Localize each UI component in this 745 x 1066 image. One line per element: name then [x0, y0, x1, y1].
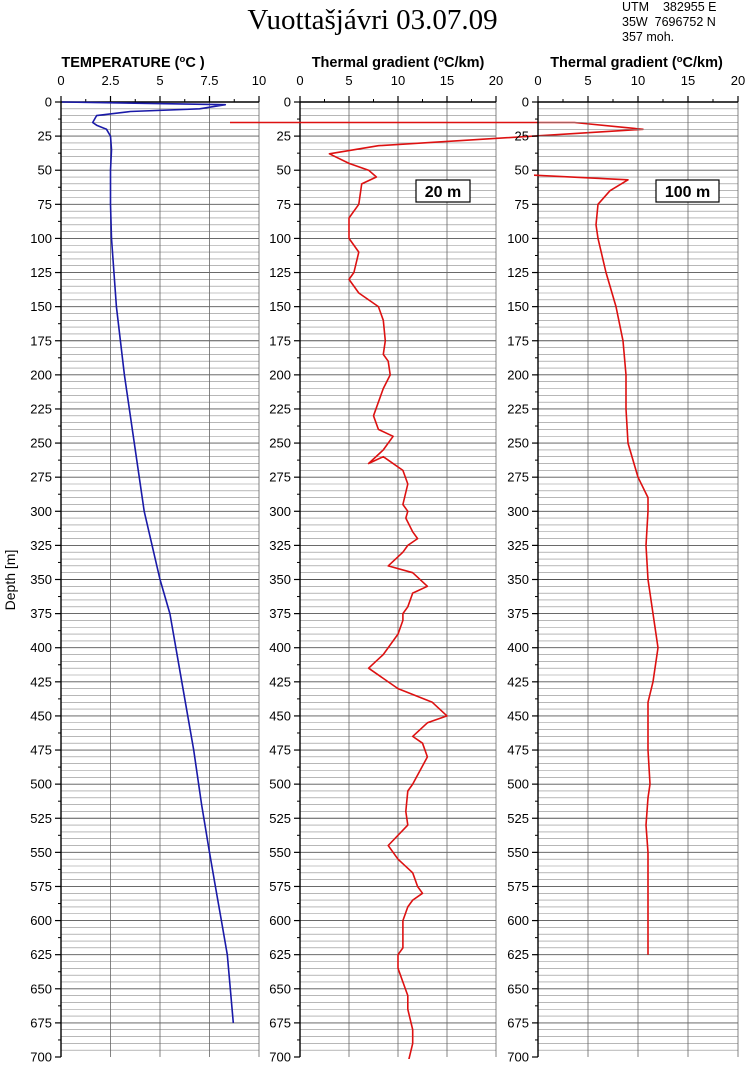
y-tick-label: 425 — [30, 674, 52, 690]
panel-1 — [30, 73, 266, 1065]
y-tick-label: 225 — [269, 401, 291, 417]
y-tick-label: 200 — [507, 367, 529, 383]
y-tick-label: 575 — [30, 878, 52, 894]
y-tick-label: 75 — [514, 196, 529, 212]
y-tick-label: 550 — [269, 844, 291, 860]
y-tick-label: 500 — [269, 776, 291, 792]
y-tick-label: 125 — [30, 265, 52, 281]
y-tick-label: 375 — [269, 606, 291, 622]
y-tick-label: 75 — [276, 196, 291, 212]
y-tick-label: 450 — [30, 708, 52, 724]
x-tick-label: 5 — [584, 73, 592, 88]
y-tick-label: 350 — [507, 572, 529, 587]
y-tick-label: 350 — [269, 572, 291, 587]
y-tick-label: 675 — [30, 1015, 52, 1031]
y-tick-label: 75 — [37, 196, 52, 212]
x-tick-label: 0 — [57, 73, 65, 88]
y-tick-label: 600 — [269, 913, 291, 929]
y-tick-label: 425 — [507, 674, 529, 690]
x-tick-label: 15 — [680, 73, 696, 88]
y-tick-label: 475 — [507, 742, 529, 758]
y-tick-label: 400 — [269, 640, 291, 656]
y-tick-label: 500 — [30, 776, 52, 792]
y-tick-label: 150 — [507, 299, 529, 315]
y-tick-label: 625 — [269, 947, 291, 963]
series-line-1 — [62, 102, 233, 1023]
utm-northing: 35W 7696752 N — [622, 15, 716, 29]
y-tick-label: 375 — [507, 606, 529, 622]
y-tick-label: 625 — [507, 947, 529, 963]
y-tick-label: 150 — [269, 299, 291, 315]
y-tick-label: 100 — [507, 230, 529, 246]
y-tick-label: 50 — [37, 162, 52, 178]
x-tick-label: 10 — [390, 73, 406, 88]
y-tick-label: 100 — [269, 230, 291, 246]
y-tick-label: 500 — [507, 776, 529, 792]
y-tick-label: 0 — [283, 94, 291, 110]
y-tick-label: 275 — [269, 469, 291, 485]
y-tick-label: 25 — [514, 128, 529, 144]
y-tick-label: 600 — [30, 913, 52, 929]
y-tick-label: 575 — [269, 878, 291, 894]
y-tick-label: 350 — [30, 572, 52, 587]
y-tick-label: 525 — [30, 810, 52, 826]
x-tick-label: 0 — [534, 73, 542, 88]
y-tick-label: 700 — [30, 1049, 52, 1065]
y-tick-label: 550 — [507, 844, 529, 860]
annotation-label: 20 m — [424, 184, 462, 201]
series-line-3 — [488, 173, 658, 955]
y-tick-label: 325 — [30, 537, 52, 553]
annotation-label: 100 m — [664, 184, 711, 201]
y-tick-label: 225 — [507, 401, 529, 417]
y-tick-label: 200 — [30, 367, 52, 383]
y-tick-label: 175 — [30, 333, 52, 349]
y-tick-label: 325 — [269, 537, 291, 553]
y-tick-label: 50 — [276, 162, 291, 178]
x-tick-label: 5 — [345, 73, 353, 88]
y-tick-label: 100 — [30, 230, 52, 246]
y-tick-label: 25 — [276, 128, 291, 144]
y-tick-label: 525 — [507, 810, 529, 826]
y-tick-label: 700 — [507, 1049, 529, 1065]
y-tick-label: 275 — [507, 469, 529, 485]
x-tick-label: 15 — [439, 73, 455, 88]
y-tick-label: 300 — [30, 503, 52, 519]
y-tick-label: 675 — [269, 1015, 291, 1031]
y-tick-label: 150 — [30, 299, 52, 315]
y-tick-label: 275 — [30, 469, 52, 485]
y-tick-label: 0 — [521, 94, 529, 110]
y-tick-label: 175 — [507, 333, 529, 349]
panel-title-2: Thermal gradient ($^o$C/km) — [311, 53, 485, 71]
panel-2 — [202, 73, 646, 1066]
y-tick-label: 125 — [507, 265, 529, 281]
y-tick-label: 550 — [30, 844, 52, 860]
utm-easting: UTM 382955 E — [622, 0, 717, 14]
y-tick-label: 450 — [507, 708, 529, 724]
x-tick-label: 10 — [251, 73, 267, 88]
y-tick-label: 575 — [507, 878, 529, 894]
y-tick-label: 0 — [44, 94, 52, 110]
y-tick-label: 250 — [269, 435, 291, 451]
y-tick-label: 450 — [269, 708, 291, 724]
y-tick-label: 250 — [30, 435, 52, 451]
y-tick-label: 650 — [30, 981, 52, 997]
y-tick-label: 250 — [507, 435, 529, 451]
panel-title-3: Thermal gradient ($^o$C/km) — [550, 53, 723, 71]
y-tick-label: 600 — [507, 913, 529, 929]
y-tick-label: 425 — [269, 674, 291, 690]
y-tick-label: 200 — [269, 367, 291, 383]
y-tick-label: 700 — [269, 1049, 291, 1065]
panel-title-1: TEMPERATURE ($^o$C ) — [61, 53, 205, 71]
y-tick-label: 125 — [269, 265, 291, 281]
y-tick-label: 675 — [507, 1015, 529, 1031]
x-tick-label: 2.5 — [101, 73, 120, 88]
y-tick-label: 50 — [514, 162, 529, 178]
y-tick-label: 400 — [507, 640, 529, 656]
x-tick-label: 7.5 — [200, 73, 219, 88]
panel-3 — [488, 73, 745, 1065]
y-tick-label: 475 — [269, 742, 291, 758]
elevation: 357 moh. — [622, 30, 675, 44]
y-tick-label: 175 — [269, 333, 291, 349]
y-tick-label: 375 — [30, 606, 52, 622]
x-tick-label: 5 — [156, 73, 164, 88]
y-tick-label: 300 — [269, 503, 291, 519]
y-tick-label: 25 — [37, 128, 52, 144]
x-tick-label: 20 — [488, 73, 504, 88]
y-tick-label: 525 — [269, 810, 291, 826]
x-tick-label: 10 — [630, 73, 646, 88]
series-line-2 — [202, 123, 643, 1066]
y-tick-label: 625 — [30, 947, 52, 963]
y-tick-label: 300 — [507, 503, 529, 519]
y-tick-label: 650 — [507, 981, 529, 997]
y-axis-label: Depth [m] — [2, 549, 18, 611]
y-tick-label: 325 — [507, 537, 529, 553]
y-tick-label: 475 — [30, 742, 52, 758]
chart-title: Vuottašjávri 03.07.09 — [247, 4, 498, 36]
x-tick-label: 0 — [296, 73, 304, 88]
y-tick-label: 650 — [269, 981, 291, 997]
x-tick-label: 20 — [730, 73, 745, 88]
y-tick-label: 400 — [30, 640, 52, 656]
y-tick-label: 225 — [30, 401, 52, 417]
